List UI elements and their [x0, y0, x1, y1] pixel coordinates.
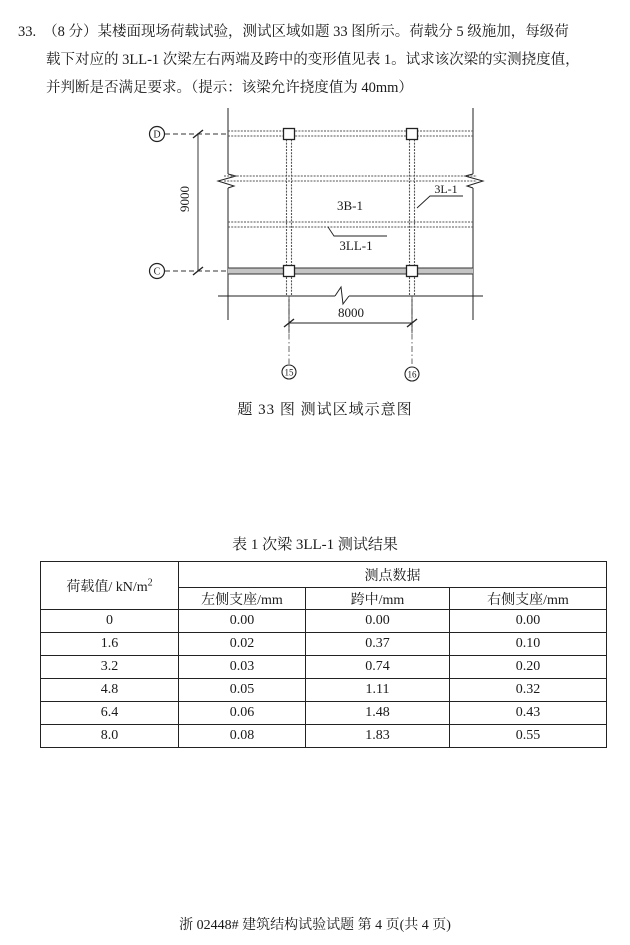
cell-load: 4.8	[41, 679, 179, 702]
cell-mid: 1.11	[306, 679, 450, 702]
bottom-edge-line	[218, 287, 483, 304]
table-row	[41, 679, 607, 702]
cell-right: 0.00	[450, 610, 607, 633]
label-main-beam: 3B-1	[337, 198, 363, 213]
label-side-beam-group	[417, 182, 463, 208]
question-line-2: 载下对应的 3LL-1 次梁左右两端及跨中的变形值见表 1。试求该次梁的实测挠度值，	[46, 52, 580, 68]
label-secondary-beam-group	[328, 227, 387, 253]
cell-mid: 0.37	[306, 633, 450, 656]
grid-label-15: 15	[284, 367, 294, 378]
cell-left: 0.00	[179, 610, 306, 633]
cell-load: 1.6	[41, 633, 179, 656]
table-row	[41, 725, 607, 748]
beam-top	[228, 131, 473, 136]
header-left-support: 左侧支座/mm	[179, 588, 306, 610]
cell-load: 3.2	[41, 656, 179, 679]
results-table	[40, 561, 607, 748]
table-row	[41, 656, 607, 679]
beam-third	[228, 222, 473, 227]
cell-right: 0.43	[450, 702, 607, 725]
header-right-support: 右侧支座/mm	[450, 588, 607, 610]
right-boundary-line	[465, 108, 483, 320]
table-title: 表 1 次梁 3LL-1 测试结果	[232, 537, 398, 553]
table-row	[41, 610, 607, 633]
dim-9000-label: 9000	[177, 186, 192, 212]
left-boundary-line	[218, 108, 236, 320]
header-midspan: 跨中/mm	[306, 588, 450, 610]
dimension-9000	[177, 130, 203, 275]
cell-mid: 1.83	[306, 725, 450, 748]
cell-right: 0.55	[450, 725, 607, 748]
cell-load: 8.0	[41, 725, 179, 748]
cell-left: 0.08	[179, 725, 306, 748]
grid-bubble-15-icon	[282, 365, 296, 379]
grid-label-d: D	[153, 129, 161, 141]
cell-left: 0.02	[179, 633, 306, 656]
cell-left: 0.03	[179, 656, 306, 679]
dim-8000-label: 8000	[338, 305, 364, 320]
beam-axis-c	[228, 268, 473, 274]
header-load-value: 荷载值/ $kN/m^2$	[41, 562, 179, 610]
question-block	[18, 18, 614, 102]
label-side-beam: 3L-1	[434, 182, 458, 196]
cell-left: 0.05	[179, 679, 306, 702]
cell-load: 0	[41, 610, 179, 633]
test-region-diagram	[130, 103, 520, 395]
cell-left: 0.06	[179, 702, 306, 725]
cell-mid: 0.00	[306, 610, 450, 633]
cell-right: 0.32	[450, 679, 607, 702]
cell-mid: 0.74	[306, 656, 450, 679]
table-row	[41, 702, 607, 725]
cell-right: 0.20	[450, 656, 607, 679]
table-header-row-1	[41, 562, 607, 588]
grid-bubble-16-icon	[405, 367, 419, 381]
cell-load: 6.4	[41, 702, 179, 725]
grid-bubble-d-icon	[150, 127, 229, 142]
grid-bubble-c-icon	[150, 264, 229, 279]
cell-mid: 1.48	[306, 702, 450, 725]
label-secondary-beam: 3LL-1	[339, 238, 373, 253]
dimension-8000	[284, 299, 417, 333]
page-footer: 浙 02448# 建筑结构试验试题 第 4 页(共 4 页)	[179, 918, 451, 933]
table-row	[41, 633, 607, 656]
question-line-1	[18, 18, 614, 46]
figure-caption: 题 33 图 测试区域示意图	[237, 402, 413, 418]
grid-label-c: C	[153, 266, 161, 278]
cell-right: 0.10	[450, 633, 607, 656]
question-line-3: 并判断是否满足要求。（提示：该梁允许挠度值为 40mm）	[46, 80, 413, 96]
beam-second	[224, 176, 477, 181]
header-measure-points: 测点数据	[179, 562, 607, 588]
grid-label-16: 16	[407, 369, 417, 380]
question-text-1: （8 分）某楼面现场荷载试验，测试区域如题 33 图所示。荷载分 5 级施加，每级荷	[43, 24, 569, 40]
question-number: 33.	[18, 24, 37, 40]
